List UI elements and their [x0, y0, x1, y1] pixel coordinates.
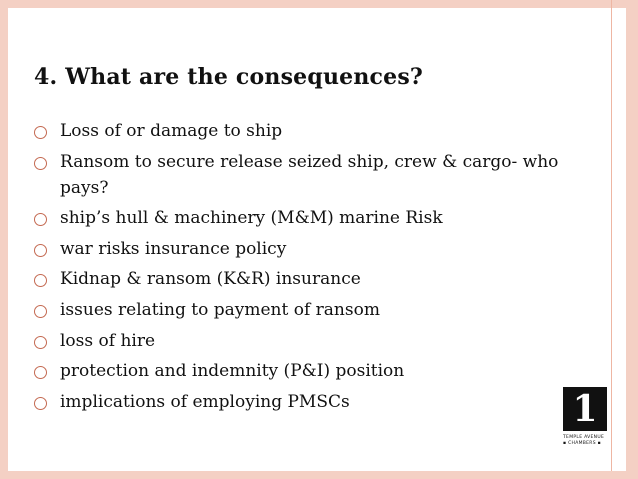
bullet-item [34, 389, 594, 415]
bullet-item [34, 118, 594, 144]
bullet-text: Kidnap & ransom (K&R) insurance [60, 269, 361, 290]
bullet-item [34, 328, 594, 354]
bullet-text: loss of hire [60, 330, 156, 351]
chambers-logo [563, 387, 607, 461]
frame-right-rule [611, 0, 612, 479]
bullet-ring-icon [34, 157, 47, 170]
frame-bottom-border [0, 471, 638, 479]
bullet-ring-icon [34, 126, 47, 139]
bullet-text: ship’s hull & machinery (M&M) marine Risk [60, 208, 443, 229]
bullet-ring-icon [34, 366, 47, 379]
bullet-item [34, 236, 594, 262]
frame-left-border [0, 0, 8, 479]
bullet-item [34, 297, 594, 323]
bullet-list [34, 118, 594, 419]
bullet-ring-icon [34, 305, 47, 318]
bullet-item [34, 205, 594, 231]
bullet-ring-icon [34, 244, 47, 257]
frame-right-border [626, 0, 638, 479]
bullet-item [34, 358, 594, 384]
bullet-ring-icon [34, 274, 47, 287]
bullet-text: Ransom to secure release seized ship, crew & cargo- who pays? [60, 151, 559, 198]
bullet-text: protection and indemnity (P&I) position [60, 361, 405, 382]
bullet-text: implications of employing PMSCs [60, 391, 350, 412]
bullet-text: issues relating to payment of ransom [60, 299, 380, 320]
slide-title: 4. What are the consequences? [34, 64, 424, 90]
frame-top-border [0, 0, 638, 8]
bullet-ring-icon [34, 397, 47, 410]
logo-line-2: ▪ CHAMBERS ▪ [563, 441, 601, 446]
bullet-item [34, 266, 594, 292]
bullet-text: war risks insurance policy [60, 238, 287, 259]
bullet-ring-icon [34, 336, 47, 349]
bullet-item [34, 149, 594, 201]
logo-line-1: TEMPLE AVENUE [563, 435, 605, 440]
bullet-ring-icon [34, 213, 47, 226]
logo-numeral: 1 [563, 387, 607, 431]
bullet-text: Loss of or damage to ship [60, 121, 283, 141]
